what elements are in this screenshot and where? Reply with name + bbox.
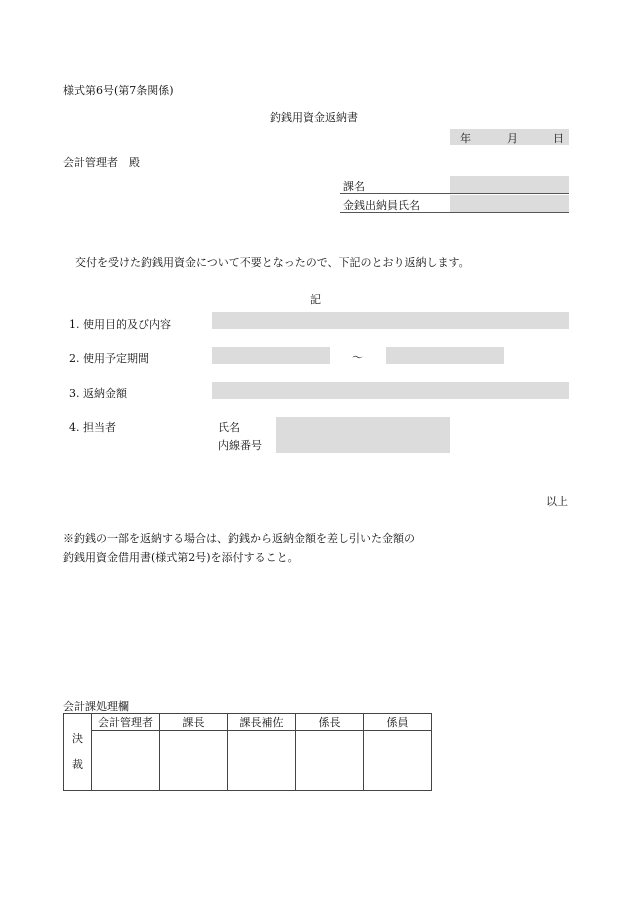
approval-stamp-cell[interactable]	[228, 731, 296, 791]
cashier-field[interactable]	[450, 195, 569, 212]
approval-side-char-1: 決	[72, 732, 83, 745]
approval-stamp-cell[interactable]	[364, 731, 432, 791]
approval-stamp-cell[interactable]	[92, 731, 160, 791]
approval-col-header: 係長	[296, 714, 364, 731]
person-label: 4. 担当者	[69, 421, 116, 434]
cashier-underline	[340, 212, 569, 213]
approval-col-header: 会計管理者	[92, 714, 160, 731]
approval-col-header: 課長補佐	[228, 714, 296, 731]
period-from-field[interactable]	[212, 347, 330, 364]
date-year-label: 年	[460, 132, 471, 145]
approval-side-label	[64, 714, 92, 791]
person-ext-label: 内線番号	[218, 439, 262, 452]
period-to-field[interactable]	[386, 347, 504, 364]
note-line-2: 釣銭用資金借用書(様式第2号)を添付すること。	[63, 551, 299, 564]
department-field[interactable]	[450, 176, 569, 193]
person-field[interactable]	[276, 417, 450, 453]
period-label: 2. 使用予定期間	[69, 352, 149, 365]
approval-stamp-cell[interactable]	[296, 731, 364, 791]
form-number: 様式第6号(第7条関係)	[63, 84, 174, 97]
ijo-closing: 以上	[546, 495, 568, 508]
person-name-label: 氏名	[218, 421, 240, 434]
period-separator: ～	[352, 351, 363, 364]
department-label: 課名	[343, 180, 365, 193]
amount-label: 3. 返納金額	[69, 387, 127, 400]
approval-table	[63, 713, 432, 791]
cashier-label: 金銭出納員氏名	[343, 199, 420, 212]
date-day-label: 日	[553, 132, 564, 145]
approval-side-char-2: 裁	[72, 758, 83, 771]
department-underline	[340, 193, 569, 194]
purpose-label: 1. 使用目的及び内容	[69, 318, 171, 331]
document-title: 釣銭用資金返納書	[270, 111, 358, 124]
approval-stamp-cell[interactable]	[160, 731, 228, 791]
approval-col-header: 課長	[160, 714, 228, 731]
ki-heading: 記	[310, 293, 321, 306]
purpose-field[interactable]	[212, 312, 569, 329]
addressee: 会計管理者 殿	[63, 156, 140, 169]
amount-field[interactable]	[212, 382, 569, 399]
approval-col-header: 係員	[364, 714, 432, 731]
processing-heading: 会計課処理欄	[63, 700, 129, 713]
body-text: 交付を受けた釣銭用資金について不要となったので、下記のとおり返納します。	[75, 256, 470, 269]
note-line-1: ※釣銭の一部を返納する場合は、釣銭から返納金額を差し引いた金額の	[63, 532, 415, 545]
date-month-label: 月	[507, 132, 518, 145]
